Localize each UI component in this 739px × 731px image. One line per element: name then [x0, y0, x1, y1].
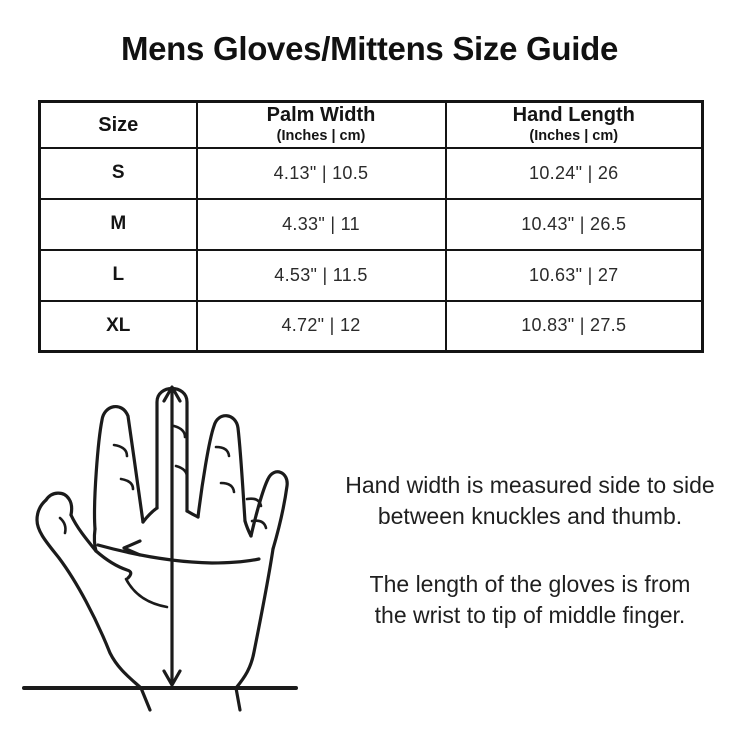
size-label: S: [40, 148, 197, 199]
table-row: [40, 301, 703, 352]
length-arrow: [164, 387, 180, 685]
size-table-container: [38, 100, 704, 353]
hand-length-value: 10.24" | 26: [446, 148, 703, 199]
length-instruction-line2: the wrist to tip of middle finger.: [374, 602, 686, 628]
hand-outline: [37, 389, 287, 711]
hand-length-value: 10.43" | 26.5: [446, 199, 703, 250]
palm-width-value: 4.53" | 11.5: [197, 250, 446, 301]
size-label: M: [40, 199, 197, 250]
width-instruction-line1: Hand width is measured side to side: [345, 472, 715, 498]
table-header-row: [40, 102, 703, 148]
column-header-hand-length: [446, 102, 703, 148]
column-header-palm-width-units: (Inches | cm): [276, 128, 366, 145]
size-label: L: [40, 250, 197, 301]
size-label: XL: [40, 301, 197, 352]
hand-length-value: 10.63" | 27: [446, 250, 703, 301]
table-row: [40, 148, 703, 199]
table-row: [40, 199, 703, 250]
width-instruction-line2: between knuckles and thumb.: [377, 503, 683, 529]
palm-crease: [126, 579, 167, 607]
column-header-palm-width-label: Palm Width: [266, 104, 376, 127]
hand-diagram-svg: [10, 372, 330, 727]
hand-length-value: 10.83" | 27.5: [446, 301, 703, 352]
palm-width-value: 4.72" | 12: [197, 301, 446, 352]
width-arrow: [98, 541, 259, 563]
column-header-hand-length-label: Hand Length: [512, 104, 635, 127]
size-table: [38, 100, 704, 353]
column-header-palm-width: [197, 102, 446, 148]
column-header-hand-length-units: (Inches | cm): [529, 128, 619, 145]
width-instruction: [322, 470, 738, 532]
palm-width-value: 4.13" | 10.5: [197, 148, 446, 199]
page-title: Mens Gloves/Mittens Size Guide: [120, 30, 619, 67]
column-header-size: [40, 102, 197, 148]
measurement-instructions: [322, 470, 738, 631]
table-row: [40, 250, 703, 301]
length-instruction: [322, 569, 738, 631]
palm-width-value: 4.33" | 11: [197, 199, 446, 250]
hand-measurement-illustration: [10, 372, 330, 727]
column-header-size-label: Size: [98, 113, 139, 136]
length-instruction-line1: The length of the gloves is from: [369, 571, 691, 597]
